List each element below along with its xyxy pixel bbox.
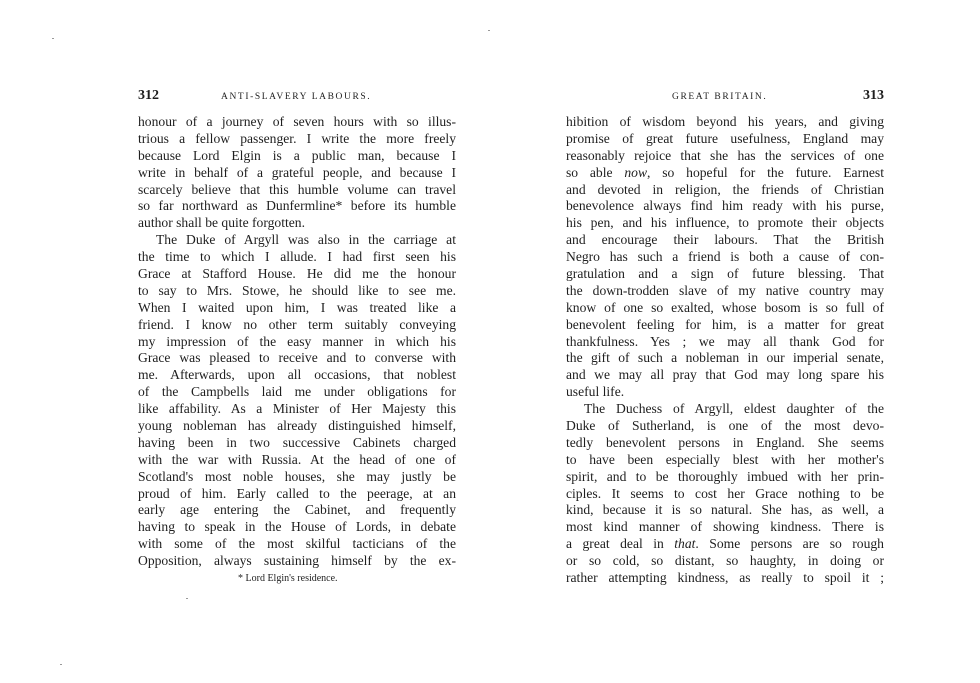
page-number: 312 [138,88,159,103]
text-line: of the Campbells laid me under obligations for [138,384,456,400]
text-line: the gift of such a nobleman in our imperial senate, [566,350,884,366]
text-line: reasonably rejoice that she has the services of one [566,147,884,163]
right-page [566,88,884,586]
text-line: know of one so exalted, whose bosom is so full of [566,299,884,315]
right-page-header [566,88,884,108]
text-line: tedly benevolent persons in England. She seems [566,434,884,450]
text-line: author shall be quite forgotten. [138,215,305,231]
text-line: thankfulness. Yes ; we may all thank God for [566,333,884,349]
text-line: spirit, and to be thoroughly imbued with her prin- [566,468,884,484]
footnote: * Lord Elgin's residence. [238,573,338,585]
text-line: like affability. As a Minister of Her Majesty this [138,401,456,417]
text-line: write in behalf of a grateful people, and because I [138,164,456,180]
text-line: the down-trodden slave of my native country may [566,282,884,298]
text-line: kind, because it is so natural. She has, as well, a [566,502,884,518]
text-line: having been in two successive Cabinets charged [138,434,456,450]
text-line: scarcely believe that this humble volume can travel [138,181,456,197]
text-line: trious a fellow passenger. I write the more freely [138,130,456,146]
text-line: early age entering the Cabinet, and frequently [138,502,456,518]
left-page-header [138,88,456,108]
text-line: honour of a journey of seven hours with so illus- [138,114,456,129]
text-line: Duke of Sutherland, is one of the most devo- [566,418,884,434]
running-head: GREAT BRITAIN. [672,92,768,102]
text-line: having to speak in the House of Lords, in debate [138,519,456,535]
text-line: useful life. [566,384,625,400]
text-line: Grace was pleased to receive and to converse with [138,350,456,366]
text-line: to have been especially blest with her mother's [566,451,884,467]
left-page-text [138,114,456,584]
text-line: or so cold, so distant, so haughty, in doing or [566,553,884,569]
text-line: ciples. It seems to cost her Grace nothing to be [566,485,884,501]
text-line: his pen, and his influence, to promote their objects [566,215,884,231]
right-page-text [566,114,884,587]
text-line: Grace at Stafford House. He did me the honour [138,266,456,282]
text-line: When I waited upon him, I was treated like a [138,299,456,315]
text-line: Opposition, always sustaining himself by the ex- [138,553,456,569]
text-line: with some of the most skilful tacticians of the [138,536,456,552]
text-line: most kind manner of showing kindness. There is [566,519,884,535]
text-line: hibition of wisdom beyond his years, and giving [566,114,884,129]
text-line: to say to Mrs. Stowe, he should like to see me. [138,282,456,298]
text-line: rather attempting kindness, as really to spoil it ; [566,570,884,586]
text-line: benevolence always find him ready with his purse, [566,198,884,214]
text-line: because Lord Elgin is a public man, because I [138,147,456,163]
text-line: friend. I know no other term suitably conveying [138,316,456,332]
text-line: with the war with Russia. At the head of one of [138,451,456,467]
text-line: benevolent feeling for him, is a matter for great [566,316,884,332]
page-number: 313 [863,88,884,103]
running-head: ANTI-SLAVERY LABOURS. [221,92,372,102]
text-line: proud of him. Early called to the peerage, at an [138,485,456,501]
text-line: The Duke of Argyll was also in the carriage at [156,232,456,248]
text-line: and we may all pray that God may long spare his [566,367,884,383]
text-line: Scotland's most noble houses, she may justly be [138,468,456,484]
text-line: promise of great future usefulness, England may [566,130,884,146]
text-line: Negro has such a friend is both a cause of con- [566,249,884,265]
text-line: the time to which I allude. I had first seen his [138,249,456,265]
text-line: gratulation and a sign of future blessing. That [566,266,884,282]
text-line: me. Afterwards, upon all occasions, that noblest [138,367,456,383]
text-line: so able now, so hopeful for the future. Earnest [566,164,884,180]
left-page [138,88,456,585]
text-line: my impression of the easy manner in which his [138,333,456,349]
text-line: and encourage their labours. That the British [566,232,884,248]
text-line: so far northward as Dunfermline* before its humble [138,198,456,214]
text-line: a great deal in that. Some persons are so rough [566,536,884,552]
text-line: and devoted in religion, the friends of Christian [566,181,884,197]
text-line: The Duchess of Argyll, eldest daughter of the [584,401,884,417]
text-line: young nobleman has already distinguished himself, [138,418,456,434]
